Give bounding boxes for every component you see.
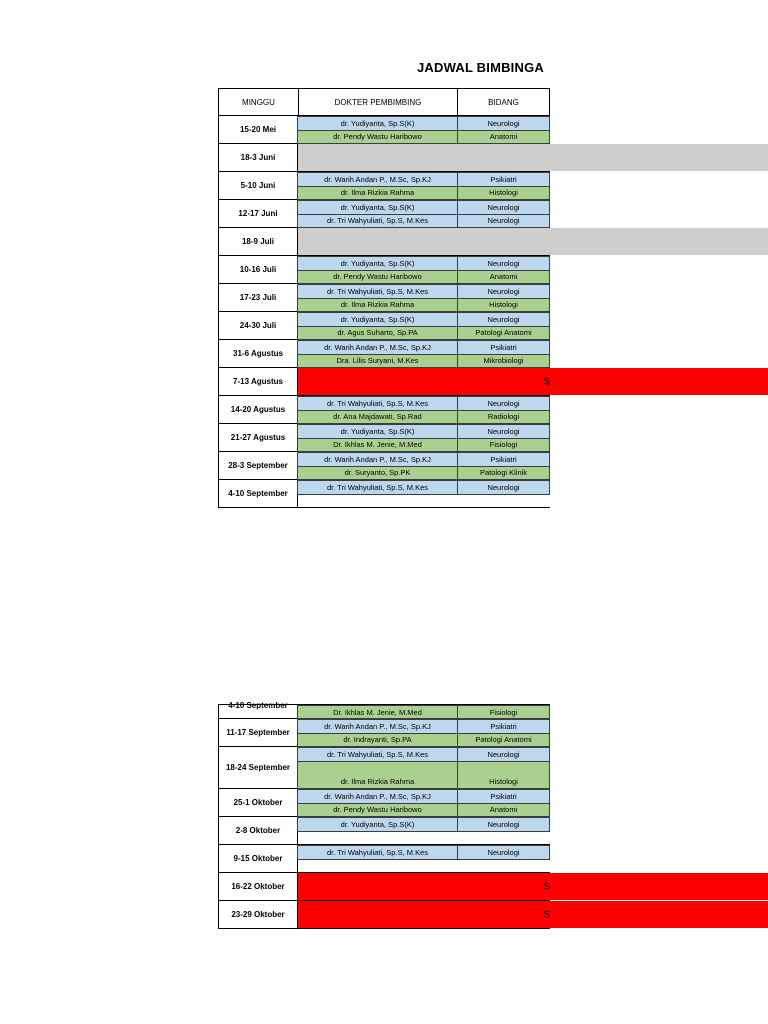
week-label: 18-24 September — [218, 747, 298, 788]
bar-label: S — [543, 376, 550, 387]
doctor-cell: dr. Agus Suharto, Sp.PA — [297, 326, 458, 341]
table-row — [298, 396, 550, 410]
doctor-cell: dr. Warih Andan P., M.Sc, Sp.KJ — [297, 172, 458, 187]
holiday-bar — [298, 368, 768, 395]
field-cell: Neurologi — [457, 312, 550, 327]
doctor-cell: Dr. Ikhlas M. Jenie, M.Med — [297, 705, 458, 719]
field-cell: Neurologi — [457, 256, 550, 271]
doctor-cell: dr. Tri Wahyuliati, Sp.S, M.Kes — [297, 214, 458, 229]
week-group — [218, 817, 550, 845]
field-cell: Neurologi — [457, 284, 550, 299]
doctor-cell — [297, 831, 458, 846]
table-row — [298, 116, 550, 130]
table-row — [298, 214, 550, 228]
field-cell: Neurologi — [457, 396, 550, 411]
doctor-cell: dr. Pendy Wastu Haribowo — [297, 270, 458, 285]
doctor-cell: dr. Ilma Rizkia Rahma — [297, 186, 458, 201]
field-cell: Histologi — [457, 186, 550, 201]
page-title: JADWAL BIMBINGA — [417, 60, 544, 75]
table-row — [298, 270, 550, 284]
doctor-cell: dr. Warih Andan P., M.Sc, Sp.KJ — [297, 789, 458, 804]
field-cell — [457, 831, 550, 846]
table-row — [298, 494, 550, 508]
doctor-cell: dr. Tri Wahyuliati, Sp.S, M.Kes — [297, 396, 458, 411]
week-group — [218, 845, 550, 873]
week-label: 24-30 Juli — [218, 312, 298, 339]
table-row — [298, 719, 550, 733]
week-group — [218, 312, 550, 340]
table-row — [298, 733, 550, 747]
table-row — [298, 438, 550, 452]
table-row — [298, 200, 550, 214]
table-row — [298, 256, 550, 270]
field-cell: Neurologi — [457, 480, 550, 495]
bar-label: S — [543, 909, 550, 920]
table-row — [298, 859, 550, 873]
field-cell: Fisiologi — [457, 705, 550, 719]
week-group — [218, 396, 550, 424]
doctor-cell: dr. Suryanto, Sp.PK — [297, 466, 458, 481]
doctor-cell: dr. Ilma Rizkia Rahma — [297, 298, 458, 313]
week-label: 23-29 Oktober — [218, 901, 298, 928]
doctor-cell: dr. Pendy Wastu Haribowo — [297, 130, 458, 145]
doctor-cell: dr. Tri Wahyuliati, Sp.S, M.Kes — [297, 747, 458, 762]
header-bidang: BIDANG — [457, 88, 550, 116]
doctor-cell: dr. Yudiyanta, Sp.S(K) — [297, 312, 458, 327]
holiday-bar — [298, 873, 768, 900]
week-label: 18-9 Juli — [218, 228, 298, 255]
field-cell: Psikiatri — [457, 789, 550, 804]
week-label: 12-17 Juni — [218, 200, 298, 227]
table-row — [298, 817, 550, 831]
week-label: 14-20 Agustus — [218, 396, 298, 423]
week-label: 25-1 Oktober — [218, 789, 298, 816]
schedule-table-part-1 — [218, 88, 550, 498]
table-row — [298, 789, 550, 803]
week-label: 16-22 Oktober — [218, 873, 298, 900]
doctor-cell: dr. Ana Majdawati, Sp.Rad — [297, 410, 458, 425]
week-group — [218, 256, 550, 284]
week-group — [218, 789, 550, 817]
doctor-cell: Dr. Ikhlas M. Jenie, M.Med — [297, 438, 458, 453]
week-label: 17-23 Juli — [218, 284, 298, 311]
header-dokter: DOKTER PEMBIMBING — [298, 88, 458, 116]
week-label: 9-15 Oktober — [218, 845, 298, 872]
table-row — [298, 410, 550, 424]
week-label: 18-3 Juni — [218, 144, 298, 171]
table-row — [298, 312, 550, 326]
doctor-cell: dr. Warih Andan P., M.Sc, Sp.KJ — [297, 340, 458, 355]
table-row — [298, 130, 550, 144]
week-label: 5-10 Juni — [218, 172, 298, 199]
field-cell: Neurologi — [457, 424, 550, 439]
week-group — [218, 747, 550, 789]
header-minggu: MINGGU — [218, 88, 299, 116]
table-row — [298, 761, 550, 788]
field-cell: Neurologi — [457, 817, 550, 832]
table-row — [298, 705, 550, 718]
field-cell: Patologi Anatomi — [457, 733, 550, 748]
field-cell: Neurologi — [457, 200, 550, 215]
doctor-cell: dr. Yudiyanta, Sp.S(K) — [297, 256, 458, 271]
field-cell: Mikrobiologi — [457, 354, 550, 369]
week-group — [218, 200, 550, 228]
table-row — [298, 452, 550, 466]
week-label: 15-20 Mei — [218, 116, 298, 143]
field-cell: Neurologi — [457, 116, 550, 131]
field-cell: Anatomi — [457, 803, 550, 818]
field-cell — [457, 494, 550, 509]
table-header — [218, 88, 550, 116]
week-label: 31-6 Agustus — [218, 340, 298, 367]
break-bar — [298, 228, 768, 255]
week-group — [218, 340, 550, 368]
field-cell: Psikiatri — [457, 340, 550, 355]
field-cell: Histologi — [457, 761, 550, 789]
week-group — [218, 284, 550, 312]
doctor-cell: dr. Ilma Rizkia Rahma — [297, 761, 458, 789]
table-row — [298, 803, 550, 817]
table-row — [298, 480, 550, 494]
week-group — [218, 873, 550, 901]
field-cell: Histologi — [457, 298, 550, 313]
field-cell: Neurologi — [457, 747, 550, 762]
field-cell: Psikiatri — [457, 452, 550, 467]
week-label: 21-27 Agustus — [218, 424, 298, 451]
week-group — [218, 228, 550, 256]
table-row — [298, 340, 550, 354]
doctor-cell: dr. Tri Wahyuliati, Sp.S, M.Kes — [297, 845, 458, 860]
week-group — [218, 144, 550, 172]
week-group — [218, 719, 550, 747]
table-row — [298, 845, 550, 859]
doctor-cell: Dra. Lilis Suryani, M.Kes — [297, 354, 458, 369]
bar-label: S — [543, 881, 550, 892]
table-row — [298, 466, 550, 480]
week-group — [218, 172, 550, 200]
table-row — [298, 354, 550, 368]
field-cell — [457, 859, 550, 874]
schedule-table-part-2 — [218, 701, 550, 924]
table-row — [298, 326, 550, 340]
field-cell: Patologi Klinik — [457, 466, 550, 481]
field-cell: Patologi Anatomi — [457, 326, 550, 341]
field-cell: Fisiologi — [457, 438, 550, 453]
table-row — [298, 172, 550, 186]
week-group — [218, 480, 550, 508]
week-label: 4-10 September — [218, 705, 298, 718]
table-row — [298, 747, 550, 761]
field-cell: Anatomi — [457, 270, 550, 285]
field-cell: Psikiatri — [457, 172, 550, 187]
week-label: 7-13 Agustus — [218, 368, 298, 395]
week-group — [218, 701, 550, 719]
week-label: 28-3 September — [218, 452, 298, 479]
week-group — [218, 452, 550, 480]
table-row — [298, 186, 550, 200]
doctor-cell: dr. Tri Wahyuliati, Sp.S, M.Kes — [297, 284, 458, 299]
field-cell: Radiologi — [457, 410, 550, 425]
doctor-cell: dr. Warih Andan P., M.Sc, Sp.KJ — [297, 452, 458, 467]
field-cell: Anatomi — [457, 130, 550, 145]
doctor-cell: dr. Yudiyanta, Sp.S(K) — [297, 200, 458, 215]
week-label: 11-17 September — [218, 719, 298, 746]
week-group — [218, 424, 550, 452]
doctor-cell: dr. Indrayanti, Sp.PA — [297, 733, 458, 748]
holiday-bar — [298, 901, 768, 928]
doctor-cell: dr. Yudiyanta, Sp.S(K) — [297, 116, 458, 131]
week-label: 4-10 September — [218, 480, 298, 507]
doctor-cell — [297, 494, 458, 509]
field-cell: Neurologi — [457, 845, 550, 860]
doctor-cell: dr. Yudiyanta, Sp.S(K) — [297, 424, 458, 439]
table-row — [298, 284, 550, 298]
week-label: 10-16 Juli — [218, 256, 298, 283]
break-bar — [298, 144, 768, 171]
week-group — [218, 901, 550, 929]
week-group — [218, 368, 550, 396]
table-row — [298, 831, 550, 845]
table-row — [298, 424, 550, 438]
doctor-cell: dr. Pendy Wastu Haribowo — [297, 803, 458, 818]
field-cell: Neurologi — [457, 214, 550, 229]
week-label: 2-8 Oktober — [218, 817, 298, 844]
week-group — [218, 116, 550, 144]
doctor-cell: dr. Yudiyanta, Sp.S(K) — [297, 817, 458, 832]
doctor-cell: dr. Warih Andan P., M.Sc, Sp.KJ — [297, 719, 458, 734]
table-row — [298, 298, 550, 312]
field-cell: Psikiatri — [457, 719, 550, 734]
doctor-cell — [297, 859, 458, 874]
doctor-cell: dr. Tri Wahyuliati, Sp.S, M.Kes — [297, 480, 458, 495]
